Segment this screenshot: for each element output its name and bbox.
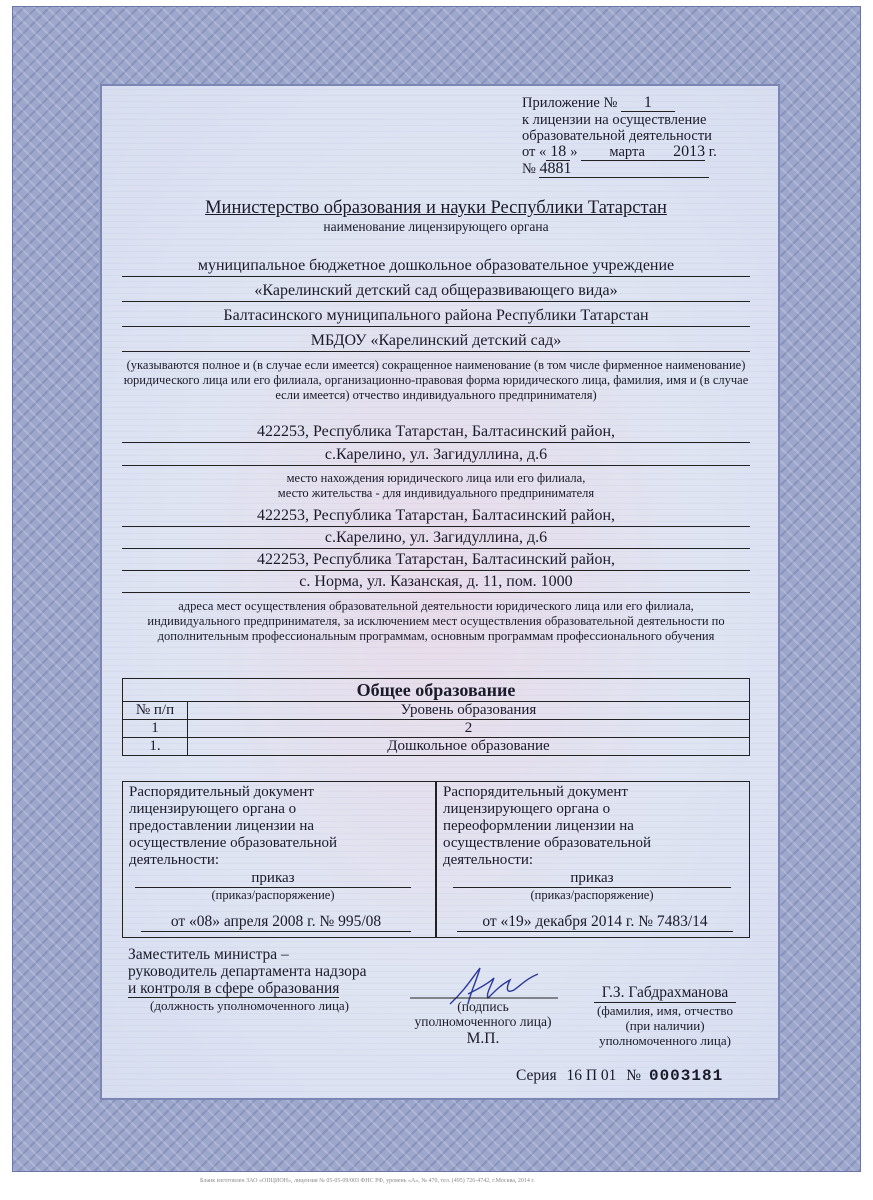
col-header-number: № п/п — [123, 702, 188, 720]
right-document-date: от «19» декабря 2014 г. № 7483/14 — [457, 912, 733, 932]
appendix-day: 18 — [546, 144, 570, 161]
location-line2: с.Карелино, ул. Загидуллина, д.6 — [122, 443, 750, 466]
activity-address-line4: с. Норма, ул. Казанская, д. 11, пом. 1000 — [122, 571, 750, 593]
location-caption2: место жительства - для индивидуального предпринимателя — [277, 486, 595, 500]
position-caption: (должность уполномоченного лица) — [150, 998, 350, 1013]
left-type-caption: (приказ/распоряжение) — [211, 888, 335, 902]
series-block: Серия 16 П 01 № 0003181 — [516, 1067, 724, 1085]
activity-addresses-block — [122, 504, 750, 644]
position-line2: руководитель департамента надзора — [128, 963, 367, 980]
activity-addresses-caption: адреса мест осуществления образовательной деятельности юридического лица или его филиала, индивидуального предпринимателя, за исключением мест осуществления образовательной деятельности по дополнительным профессиональным программам, основным программам профессионального обучения — [147, 599, 725, 643]
authority-name: Министерство образования и науки Республики Татарстан — [205, 198, 667, 218]
series-code: 16 П 01 — [566, 1067, 617, 1084]
position-line1: Заместитель министра – — [128, 946, 289, 963]
organization-caption: (указываются полное и (в случае если имеется) сокращенное наименование (в том числе фирменное наименование) юридического лица или его филиала, организационно-правовая форма юридического лица, фамилия, имя и (в случае если имеется) отчество индивидуального предпринимателя) — [123, 358, 749, 402]
series-label: Серия — [516, 1067, 557, 1084]
appendix-number-line — [522, 95, 762, 112]
left-document-type: приказ — [135, 870, 411, 888]
position-line3: и контроля в сфере образования — [128, 980, 340, 997]
activity-address-line2: с.Карелино, ул. Загидуллина, д.6 — [122, 527, 750, 549]
signatory-name-block: Г.З. Габдрахманова (фамилия, имя, отчество (при наличии) уполномоченного лица) — [580, 984, 750, 1048]
document-box-right — [436, 781, 750, 938]
row-level: Дошкольное образование — [188, 738, 750, 756]
printer-note: Бланк изготовлен ЗАО «ОПЦИОН», лицензия № 05-05-09/003 ФНС РФ, уровень «А», № 470, тел. (495) 726-4742, г.Москва, 2014 г. — [200, 1178, 535, 1184]
signature-caption: (подпись уполномоченного лица) М.П. — [398, 999, 568, 1048]
activity-address-line1: 422253, Республика Татарстан, Балтасинский район, — [122, 504, 750, 527]
index-cell-1: 1 — [123, 720, 188, 738]
license-number: 4881 — [539, 161, 709, 178]
location-block — [122, 420, 750, 501]
appendix-year: 2013 — [673, 143, 706, 160]
stamp-place: М.П. — [466, 1030, 500, 1047]
appendix-header — [522, 95, 762, 178]
authority-caption: наименование лицензирующего органа — [323, 219, 549, 234]
left-document-text: Распорядительный документ лицензирующего органа о предоставлении лицензии на осуществление образовательной деятельности: — [129, 784, 337, 868]
appendix-line1: к лицензии на осуществление — [522, 112, 707, 128]
education-table-title: Общее образование — [123, 679, 750, 702]
signatory-name: Г.З. Габдрахманова — [594, 984, 736, 1003]
table-row — [123, 738, 750, 756]
organization-line4: МБДОУ «Карелинский детский сад» — [122, 327, 750, 352]
appendix-date-line: от « 18 » марта 2013 г. — [522, 143, 717, 160]
right-document-text: Распорядительный документ лицензирующего органа о переоформлении лицензии на осуществление образовательной деятельности: — [443, 784, 651, 868]
appendix-number: 1 — [621, 95, 675, 112]
location-caption1: место нахождения юридического лица или его филиала, — [286, 471, 586, 485]
series-number: 0003181 — [648, 1067, 724, 1085]
row-number: 1. — [123, 738, 188, 756]
organization-line2: «Карелинский детский сад общеразвивающего вида» — [122, 277, 750, 302]
authority-block — [130, 197, 742, 235]
organization-block — [122, 254, 750, 403]
col-header-level: Уровень образования — [188, 702, 750, 720]
appendix-label: Приложение № — [522, 95, 618, 111]
activity-address-line3: 422253, Республика Татарстан, Балтасинский район, — [122, 549, 750, 571]
signatory-position — [128, 946, 398, 1013]
left-document-date: от «08» апреля 2008 г. № 995/08 — [141, 912, 411, 932]
index-cell-2: 2 — [188, 720, 750, 738]
appendix-month: марта — [581, 144, 673, 161]
location-line1: 422253, Республика Татарстан, Балтасинский район, — [122, 420, 750, 443]
education-table — [122, 678, 750, 756]
organization-line3: Балтасинского муниципального района Республики Татарстан — [122, 302, 750, 327]
document-box-left — [122, 781, 436, 938]
appendix-license-line: № 4881 — [522, 161, 762, 178]
right-document-type: приказ — [453, 870, 731, 888]
right-type-caption: (приказ/распоряжение) — [530, 888, 654, 902]
organization-line1: муниципальное бюджетное дошкольное образовательное учреждение — [122, 254, 750, 277]
appendix-line2: образовательной деятельности — [522, 128, 712, 144]
